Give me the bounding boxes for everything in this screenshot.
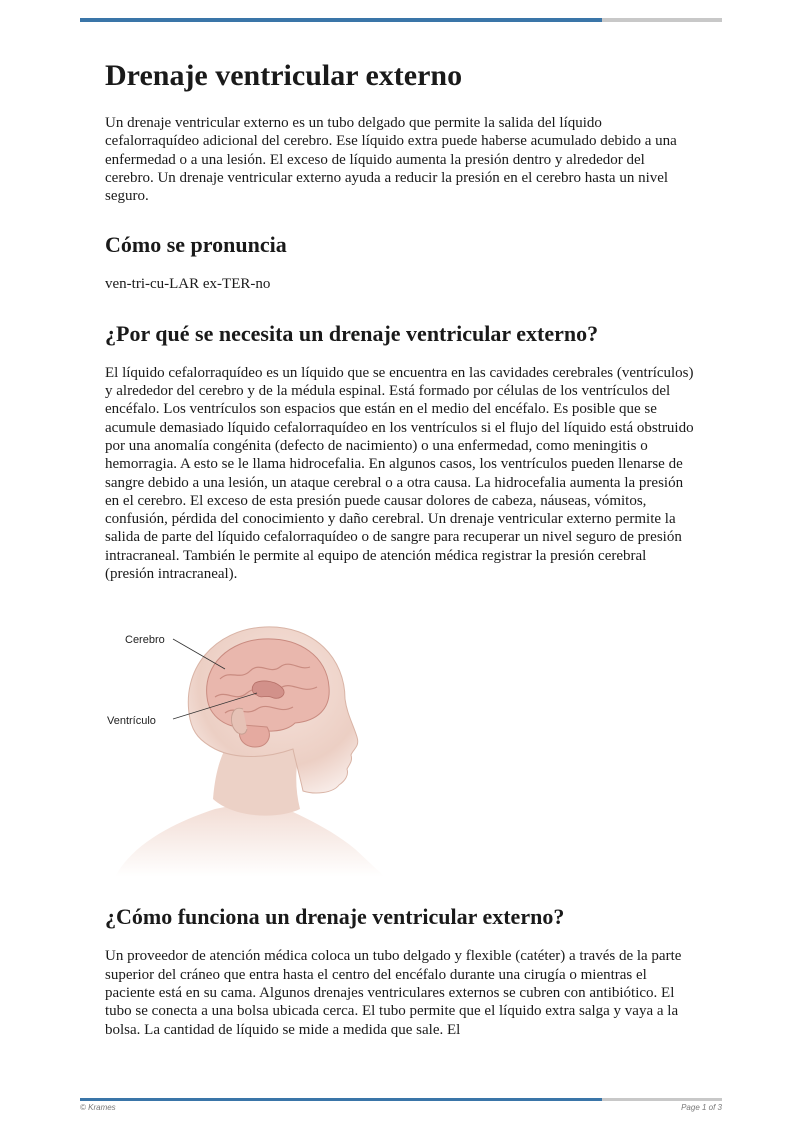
- header-rule-accent: [80, 18, 602, 22]
- footer-rule-accent: [80, 1098, 602, 1101]
- footer-copyright: © Krames: [80, 1103, 116, 1112]
- page-title: Drenaje ventricular externo: [105, 59, 463, 92]
- section-heading-why: ¿Por qué se necesita un drenaje ventricular externo?: [105, 320, 599, 346]
- document-body: [105, 58, 695, 1039]
- label-ventriculo: Ventrículo: [107, 715, 156, 728]
- section-body-how: Un proveedor de atención médica coloca un tubo delgado y flexible (catéter) a través de la parte superior del cráneo que entra hasta el centro del encéfalo durante una cirugía o mientras el paciente está en su cama. Algunos drenajes ventriculares externos se cubren con antibiótico. El tubo se conecta a una bolsa ubicada cerca. El tubo permite que el líquido extra salga y vaya a la bolsa. La cantidad de líquido se mide a medida que sale. El: [105, 948, 682, 1038]
- section-body-pronunciation: ven-tri-cu-LAR ex-TER-no: [105, 276, 271, 293]
- footer-page-number: Page 1 of 3: [681, 1103, 722, 1112]
- footer-rule: [80, 1098, 722, 1101]
- label-cerebro: Cerebro: [125, 634, 165, 647]
- illustration-svg: [95, 609, 425, 889]
- head-brain-illustration: [105, 609, 425, 889]
- intro-paragraph: Un drenaje ventricular externo es un tubo delgado que permite la salida del líquido cefalorraquídeo adicional del cerebro. Ese líquido extra puede haberse acumulado debido a una enfermedad o a una lesión. El exceso de líquido aumenta la presión dentro y alrededor del cerebro. Un drenaje ventricular externo ayuda a reducir la presión en el cerebro hasta un nivel seguro.: [105, 115, 677, 205]
- header-rule: [80, 18, 722, 22]
- section-heading-how: ¿Cómo funciona un drenaje ventricular externo?: [105, 904, 565, 930]
- section-body-why: El líquido cefalorraquídeo es un líquido que se encuentra en las cavidades cerebrales (ventrículos) y alrededor del cerebro y de la médula espinal. Está formado por células de los ventrículos del encéfalo. Los ventrículos son espacios que están en el medio del encéfalo. Es posible que se acumule demasiado líquido cefalorraquídeo en los ventrículos si el flujo del líquido está obstruido por una anomalía congénita (defecto de nacimiento) o una enfermedad, como meningitis o hemorragia. A esto se le llama hidrocefalia. En algunos casos, los ventrículos pueden llenarse de sangre debido a una lesión, un ataque cerebral o a otra causa. La hidrocefalia aumenta la presión en el cerebro. El exceso de esta presión puede causar dolores de cabeza, náuseas, vómitos, confusión, pérdida del conocimiento y daño cerebral. Un drenaje ventricular externo permite la salida de parte del líquido cefalorraquídeo o de sangre para recuperar un nivel seguro de presión intracraneal. También le permite al equipo de atención médica registrar la presión cerebral (presión intracraneal).: [105, 364, 694, 583]
- section-heading-pronunciation: Cómo se pronuncia: [105, 232, 287, 258]
